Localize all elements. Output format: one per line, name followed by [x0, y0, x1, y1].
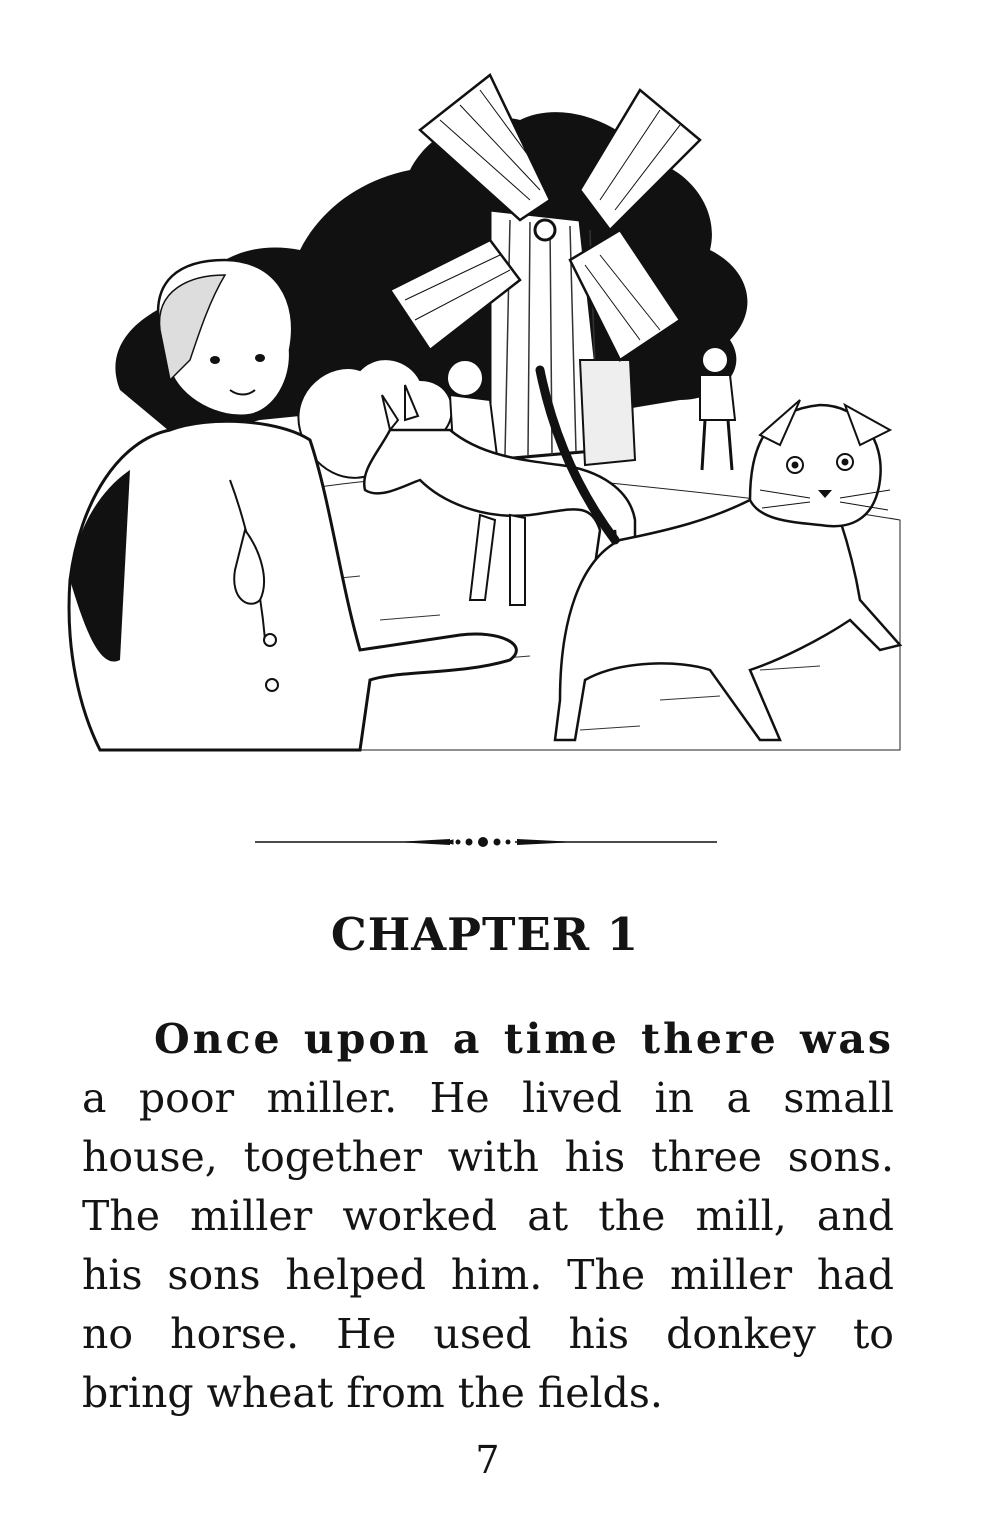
story-line: The miller worked at the mill, and — [82, 1192, 894, 1240]
story-line: Once upon a time there was — [154, 1015, 894, 1063]
page-number: 7 — [475, 1438, 500, 1482]
decorative-divider — [255, 832, 717, 852]
story-line: no horse. He used his donkey to — [82, 1310, 894, 1358]
story-line: his sons helped him. The miller had — [82, 1251, 894, 1299]
chapter-title: CHAPTER 1 — [330, 908, 640, 961]
story-line: a poor miller. He lived in a small — [82, 1074, 894, 1122]
story-line: bring wheat from the fields. — [82, 1369, 663, 1417]
story-line: house, together with his three sons. — [82, 1133, 894, 1181]
story-text — [82, 1010, 894, 1423]
story-illustration — [60, 60, 920, 775]
